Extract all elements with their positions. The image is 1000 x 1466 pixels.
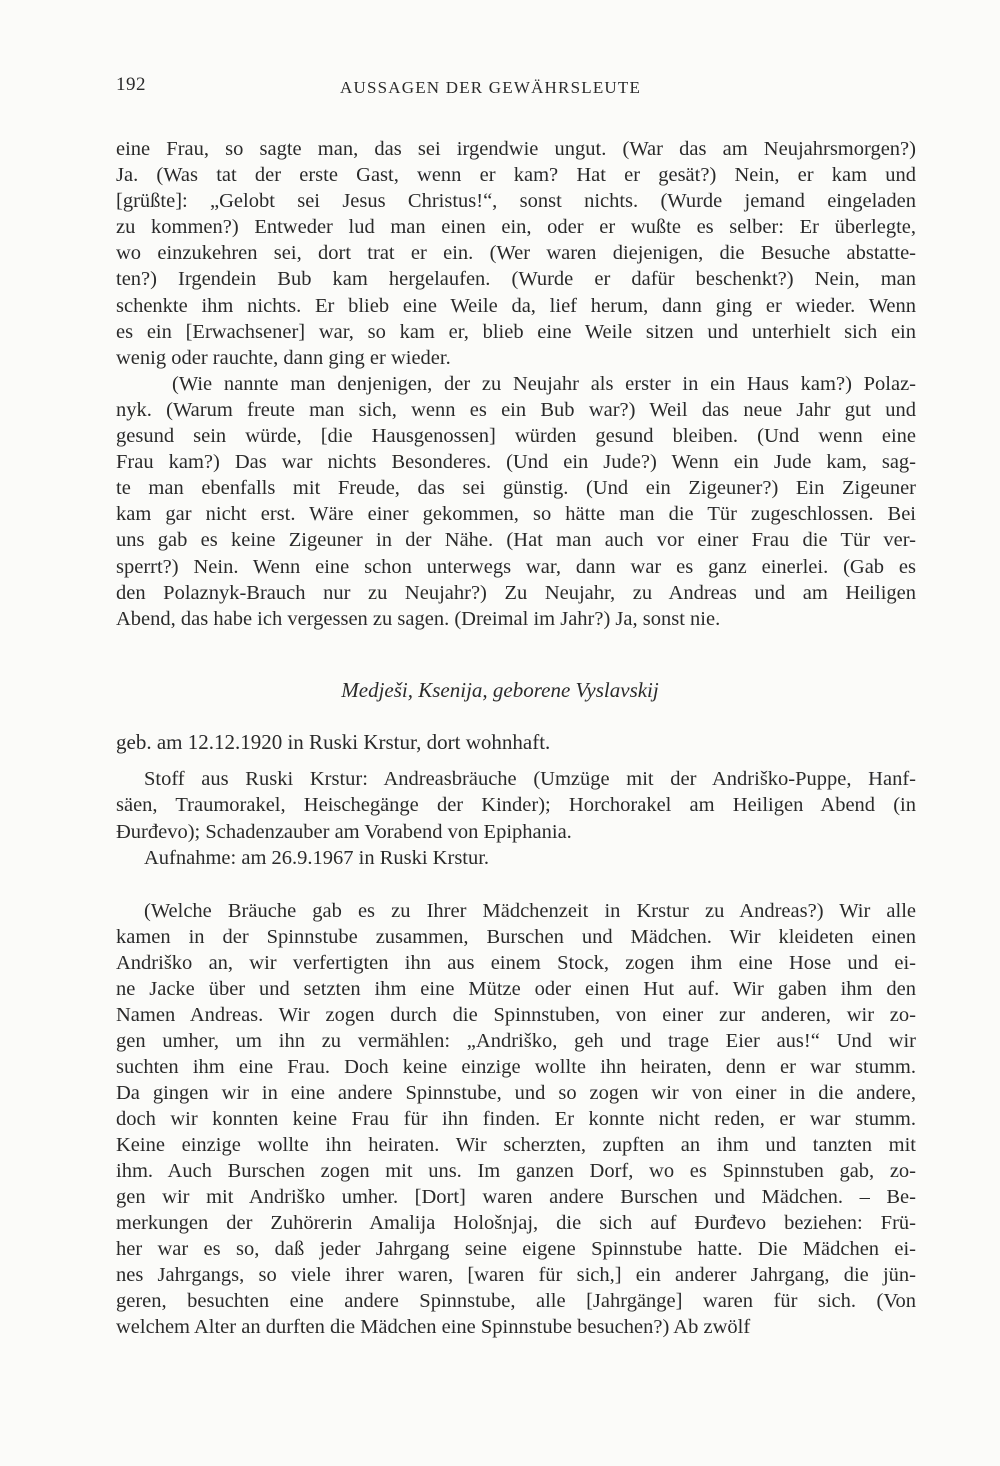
text-line: säen, Traumorakel, Heischegänge der Kinder); Horchorakel am Heiligen Abend (in: [116, 794, 916, 817]
text-line: Da gingen wir in eine andere Spinnstube, und so zogen wir von einer in die andere,: [116, 1082, 916, 1104]
text-line: welchem Alter an durften die Mädchen eine Spinnstube besuchen?) Ab zwölf: [116, 1316, 751, 1338]
text-line: nyk. (Warum freute man sich, wenn es ein Bub war?) Weil das neue Jahr gut und: [116, 398, 916, 421]
text-line: Đurđevo); Schadenzauber am Vorabend von Epiphania.: [116, 820, 572, 843]
informant-heading: Medješi, Ksenija, geborene Vyslavskij: [341, 678, 659, 702]
text-line: suchten ihm eine Frau. Doch keine einzige wollte ihn heiraten, denn er war stumm.: [116, 1056, 916, 1078]
text-line: [grüßte]: „Gelobt sei Jesus Christus!“, sonst nichts. (Wurde jemand eingeladen: [116, 190, 916, 213]
text-line: eine Frau, so sagte man, das sei irgendwie ungut. (War das am Neujahrsmorgen?): [116, 138, 916, 160]
running-head: AUSSAGEN DER GEWÄHRSLEUTE: [340, 78, 642, 97]
text-line: Frau kam?) Das war nichts Besonderes. (Und ein Jude?) Wenn ein Jude kam, sag-: [116, 451, 916, 474]
paragraph-3: [116, 898, 916, 1340]
text-line: geren, besuchten eine andere Spinnstube, alle [Jahrgänge] waren für sich. (Von: [116, 1290, 916, 1312]
text-line: nes Jahrgangs, so viele ihrer waren, [waren für sich,] ein anderer Jahrgang, die jün-: [116, 1264, 916, 1286]
text-line: Stoff aus Ruski Krstur: Andreasbräuche (Umzüge mit der Andriško-Puppe, Hanf-: [144, 768, 916, 790]
text-line: (Welche Bräuche gab es zu Ihrer Mädchenzeit in Krstur zu Andreas?) Wir alle: [144, 900, 916, 922]
paragraph-1: [116, 136, 916, 371]
text-line: ten?) Irgendein Bub kam hergelaufen. (Wurde er dafür beschenkt?) Nein, man: [116, 268, 916, 291]
text-line: kamen in der Spinnstube zusammen, Burschen und Mädchen. Wir kleideten einen: [116, 926, 916, 948]
recording-line: Aufnahme: am 26.9.1967 in Ruski Krstur.: [144, 846, 490, 869]
text-line: den Polaznyk-Brauch nur zu Neujahr?) Zu Neujahr, zu Andreas und am Heiligen: [116, 581, 916, 604]
text-line: ihm. Auch Burschen zogen mit uns. Im ganzen Dorf, wo es Spinnstuben gab, zo-: [116, 1160, 916, 1182]
text-line: doch wir konnten keine Frau für ihn finden. Er konnte nicht reden, er war stumm.: [116, 1108, 916, 1130]
text-line: Abend, das habe ich vergessen zu sagen. (Dreimal im Jahr?) Ja, sonst nie.: [116, 607, 721, 630]
text-line: gen umher, um ihn zu vermählen: „Andriško, geh und trage Eier aus!“ Und wir: [116, 1030, 916, 1052]
text-line: schenkte ihm nichts. Er blieb eine Weile da, lief herum, dann ging er wieder. Wenn: [116, 294, 916, 317]
text-line: gen wir mit Andriško umher. [Dort] waren andere Burschen und Mädchen. – Be-: [116, 1186, 916, 1208]
text-line: Namen Andreas. Wir zogen durch die Spinnstuben, von einer zur anderen, wir zo-: [116, 1004, 916, 1026]
text-line: zu kommen?) Entweder lud man einen ein, oder er wußte es selber: Er überlegte,: [116, 216, 916, 239]
text-line: gesund sein würde, [die Hausgenossen] würden gesund bleiben. (Und wenn eine: [116, 425, 916, 448]
text-line: Ja. (Was tat der erste Gast, wenn er kam? Hat er gesät?) Nein, er kam und: [116, 164, 916, 187]
informant-birth: geb. am 12.12.1920 in Ruski Krstur, dort wohnhaft.: [116, 730, 551, 754]
text-line: uns gab es keine Zigeuner in der Nähe. (Hat man auch vor einer Frau die Tür ver-: [116, 529, 916, 552]
text-line: Andriško an, wir verfertigten ihn aus einem Stock, zogen ihm eine Hose und ei-: [116, 952, 916, 974]
text-line: (Wie nannte man denjenigen, der zu Neujahr als erster in ein Haus kam?) Polaz-: [172, 372, 916, 395]
informant-details: [116, 766, 916, 871]
page-number: 192: [116, 74, 146, 95]
text-line: wo einzukehren sei, dort trat er ein. (Wer waren diejenigen, die Besuche abstatte-: [116, 242, 916, 265]
material-paragraph: [116, 766, 916, 871]
paragraph-2: [116, 371, 916, 632]
text-line: ne Jacke über und setzten ihm eine Mütze oder einen Hut auf. Wir gaben ihm den: [116, 978, 916, 1000]
text-line: es ein [Erwachsener] war, so kam er, blieb eine Weile sitzen und unterhielt sich ein: [116, 320, 916, 343]
text-block-1: [116, 136, 916, 632]
text-line: wenig oder rauchte, dann ging er wieder.: [116, 346, 451, 369]
text-line: Keine einzige wollte ihn heiraten. Wir scherzten, zupften an ihm und tanzten mit: [116, 1134, 916, 1156]
text-line: te man ebenfalls mit Freude, das sei günstig. (Und ein Zigeuner?) Ein Zigeuner: [116, 477, 916, 500]
text-block-2: [116, 898, 916, 1340]
text-line: merkungen der Zuhörerin Amalija Hološnjaj, die sich auf Đurđevo beziehen: Frü-: [116, 1212, 916, 1234]
text-line: sperrt?) Nein. Wenn eine schon unterwegs war, dann war es ganz einerlei. (Gab es: [116, 555, 916, 578]
text-line: her war es so, daß jeder Jahrgang seine eigene Spinnstube hatte. Die Mädchen ei-: [116, 1238, 916, 1260]
text-line: kam gar nicht erst. Wäre einer gekommen, so hätte man die Tür zugeschlossen. Bei: [116, 503, 916, 526]
